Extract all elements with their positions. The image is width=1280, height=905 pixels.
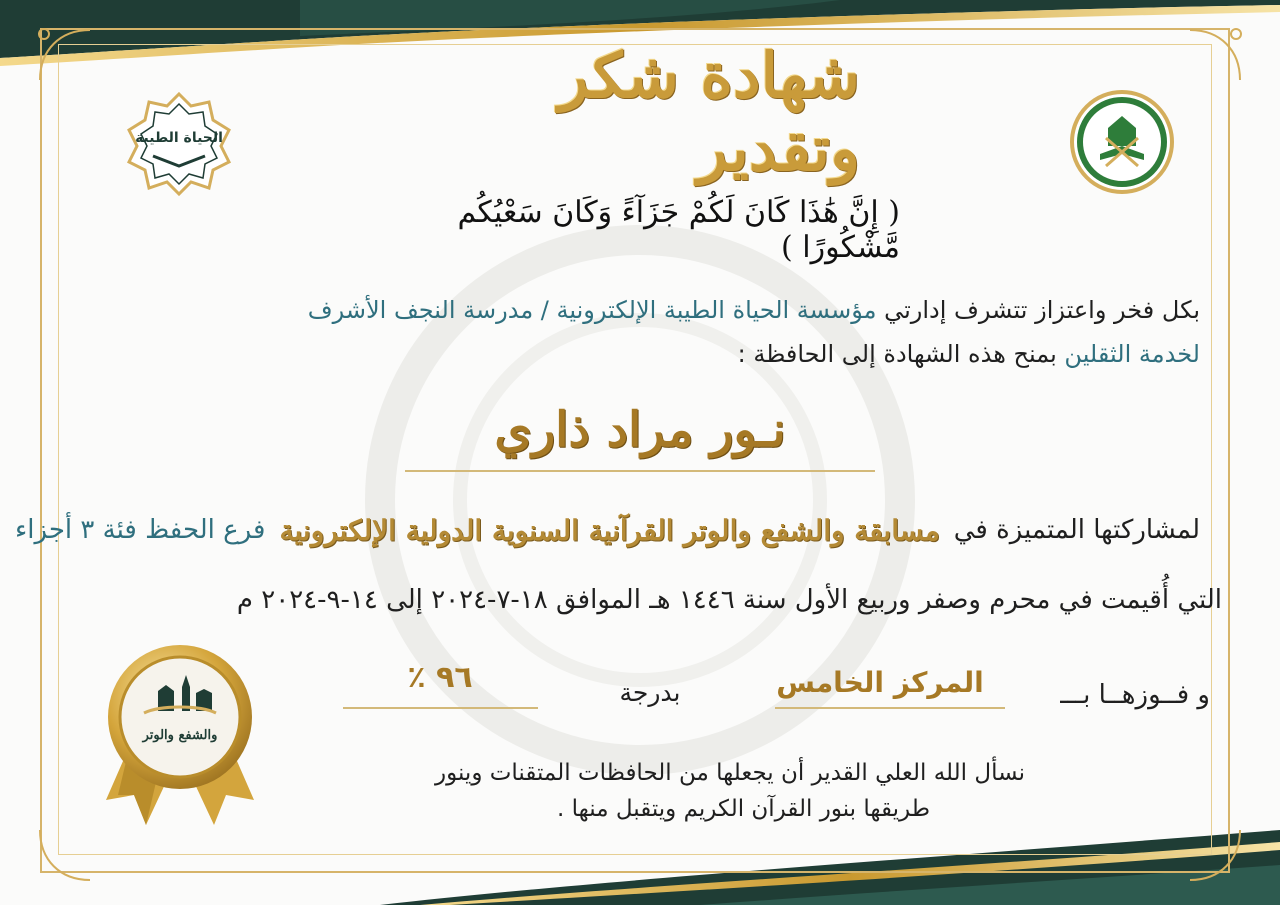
school-emblem-logo [1068,88,1176,196]
corner-ornament-top-right [1180,20,1250,90]
competition-dates: التي أُقيمت في محرم وصفر وربيع الأول سنة ١٤٤٦ هـ الموافق ١٨-٧-٢٠٢٤ إلى ١٤-٩-٢٠٢٤ م [236,585,1222,615]
svg-text:والشفع والوتر: والشفع والوتر [142,728,218,743]
quran-verse: ( إِنَّ هَٰذَا كَانَ لَكُمْ جَزَآءً وَكَانَ سَعْيُكُم مَّشْكُورًا ) [457,195,900,265]
corner-ornament-bottom-right [1180,820,1250,890]
competition-branch: فرع الحفظ فئة ٣ أجزاء [15,515,266,545]
al-hayat-al-tayyiba-logo [125,90,233,198]
corner-ornament-top-left [30,20,100,90]
recipient-name: نـور مراد ذاري [494,402,786,458]
intro-organization: مؤسسة الحياة الطيبة الإلكترونية / مدرسة النجف الأشرف [307,296,877,324]
competition-name: مسابقة والشفع والوتر القرآنية السنوية الدولية الإلكترونية [279,513,940,547]
intro-service: لخدمة الثقلين [1064,340,1200,368]
intro-paragraph [80,288,1200,376]
gold-medal-badge [100,635,260,835]
participation-line [15,505,1200,555]
win-label: و فــوزهــا بـــ [1060,680,1210,710]
prayer-line-2: طريقها بنور القرآن الكريم ويتقبل منها . [557,796,930,822]
intro-text-part1: بكل فخر واعتزاز تتشرف إدارتي [884,296,1200,324]
degree-label: بدرجة [619,678,681,707]
score-underline [343,707,538,709]
recipient-name-underline [405,470,875,472]
svg-text:الحياة الطيبة: الحياة الطيبة [135,130,223,146]
corner-ornament-bottom-left [30,820,100,890]
rank-underline [775,707,1005,709]
certificate-title-text: شهادة شكر وتقدير [558,39,860,185]
score-value: ٩٦ ٪ [407,659,473,695]
closing-prayer [300,755,1025,827]
prayer-line-1: نسأل الله العلي القدير أن يجعلها من الحافظات المتقنات وينور [434,760,1025,786]
participation-prefix: لمشاركتها المتميزة في [953,515,1200,545]
intro-text-part2: بمنح هذه الشهادة إلى الحافظة : [737,340,1057,368]
rank-value: المركز الخامس [776,665,984,699]
certificate-title [420,39,860,185]
